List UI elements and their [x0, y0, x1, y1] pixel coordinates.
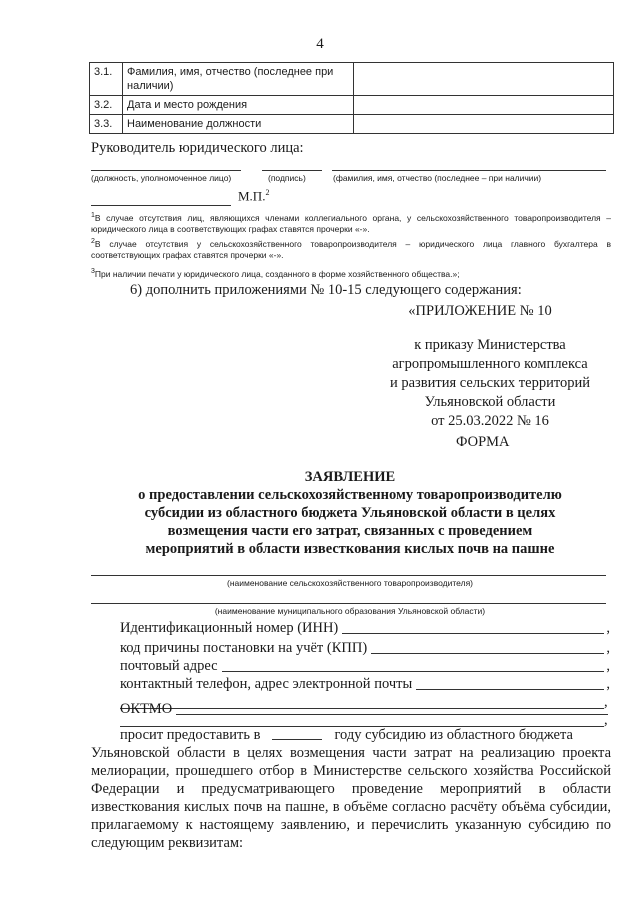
position-caption: (должность, уполномоченное лицо) [91, 173, 232, 183]
row-label: Фамилия, имя, отчество (последнее при наличии) [123, 63, 354, 96]
municipality-caption: (наименование муниципального образования Ульяновской области) [214, 606, 486, 616]
row-value[interactable] [354, 96, 614, 115]
row-number: 3.3. [90, 115, 123, 134]
punctuation: , [604, 694, 608, 710]
request-end: году субсидию из областного бюджета [334, 727, 573, 743]
statement-subtitle-1: о предоставлении сельскохозяйственному товаропроизводителю [138, 487, 562, 503]
position-line[interactable] [91, 170, 241, 171]
name-caption: (фамилия, имя, отчество (последнее – при наличии) [333, 173, 542, 183]
oktmo-field[interactable] [120, 700, 610, 718]
kpp-input-line[interactable] [371, 653, 604, 654]
signature-line[interactable] [262, 170, 322, 171]
amendment-line: 6) дополнить приложениями № 10-15 следующего содержания: [130, 282, 522, 298]
address-label: почтовый адрес [120, 658, 218, 674]
kpp-field[interactable]: код причины постановки на учёт (КПП) , [120, 640, 610, 656]
contacts-input-line[interactable] [416, 689, 604, 690]
footnote-divider [91, 205, 231, 206]
appendix-title: «ПРИЛОЖЕНИЕ № 10 [408, 303, 552, 319]
row-number: 3.1. [90, 63, 123, 96]
producer-name-caption: (наименование сельскохозяйственного товаропроизводителя) [226, 578, 474, 588]
appendix-line-2: агропромышленного комплекса [392, 356, 588, 372]
footnote-3: $^3$При наличии печати у юридического лица, созданного в форме хозяйственного общества.»; [91, 268, 460, 279]
address-input-line[interactable] [222, 671, 605, 672]
oktmo-label: ОКТМО [120, 701, 173, 717]
table-row [90, 63, 614, 96]
request-start: просит предоставить в [120, 727, 261, 743]
kpp-label: код причины постановки на учёт (КПП) [120, 640, 368, 656]
address-field[interactable]: почтовый адрес , [120, 658, 610, 674]
punctuation: , [604, 712, 608, 728]
page-number: 4 [316, 36, 324, 52]
request-paragraph: Ульяновской области в целях возмещения части затрат на реализацию проекта мелиорации, прошедшего отбор в Министерстве сельского хозяйства Российской Федерации и предусматривающего проведение мероприятий в области известкования кислых почв на пашне, в объёме согласно расчёту объёма субсидии, прилагаемому к настоящему заявлению, и перечислить указанную субсидию по следующим реквизитам: [91, 745, 611, 851]
appendix-line-5: от 25.03.2022 № 16 [431, 413, 549, 429]
table-row [90, 115, 614, 134]
row-value[interactable] [354, 115, 614, 134]
footnote-1: $^1$В случае отсутствия лиц, являющихся членами коллегиального органа, у сельскохозяйственного товаропроизводителя – юридического лица в соответствующих графах ставятся прочерки «-». [91, 212, 611, 234]
table-row [90, 96, 614, 115]
appendix-line-3: и развития сельских территорий [389, 375, 590, 391]
inn-input-line[interactable] [342, 633, 604, 634]
year-input-line[interactable] [272, 739, 322, 740]
row-label: Наименование должности [123, 115, 354, 134]
statement-subtitle-3: возмещения части его затрат, связанных с проведением [167, 523, 533, 539]
signature-heading: Руководитель юридического лица: [91, 140, 304, 156]
appendix-line-4: Ульяновской области [424, 394, 556, 410]
inn-field[interactable]: Идентификационный номер (ИНН) , [120, 620, 610, 636]
footnote-2: $^2$В случае отсутствия у сельскохозяйственного товаропроизводителя – юридического лица главного бухгалтера в соответствующих графах ставятся прочерки «-». [91, 238, 611, 260]
request-line [120, 726, 610, 744]
stamp-label: М.П.$^2$ [238, 188, 270, 204]
row-value[interactable] [354, 63, 614, 96]
producer-name-line[interactable] [91, 575, 606, 576]
statement-subtitle-2: субсидии из областного бюджета Ульяновской области в целях [144, 505, 556, 521]
inn-label: Идентификационный номер (ИНН) [120, 620, 339, 636]
statement-title: ЗАЯВЛЕНИЕ [304, 469, 396, 485]
name-line[interactable] [332, 170, 606, 171]
contacts-label: контактный телефон, адрес электронной почты [120, 676, 413, 692]
municipality-line[interactable] [91, 603, 606, 604]
contacts-field[interactable]: контактный телефон, адрес электронной почты , [120, 676, 610, 692]
oktmo-input-line[interactable] [176, 714, 608, 715]
appendix-line-1: к приказу Министерства [414, 337, 566, 353]
statement-subtitle-4: мероприятий в области известкования кислых почв на пашне [145, 541, 555, 557]
row-label: Дата и место рождения [123, 96, 354, 115]
person-info-table [89, 62, 614, 134]
row-number: 3.2. [90, 96, 123, 115]
signature-caption: (подпись) [268, 173, 306, 183]
form-label: ФОРМА [456, 434, 510, 450]
